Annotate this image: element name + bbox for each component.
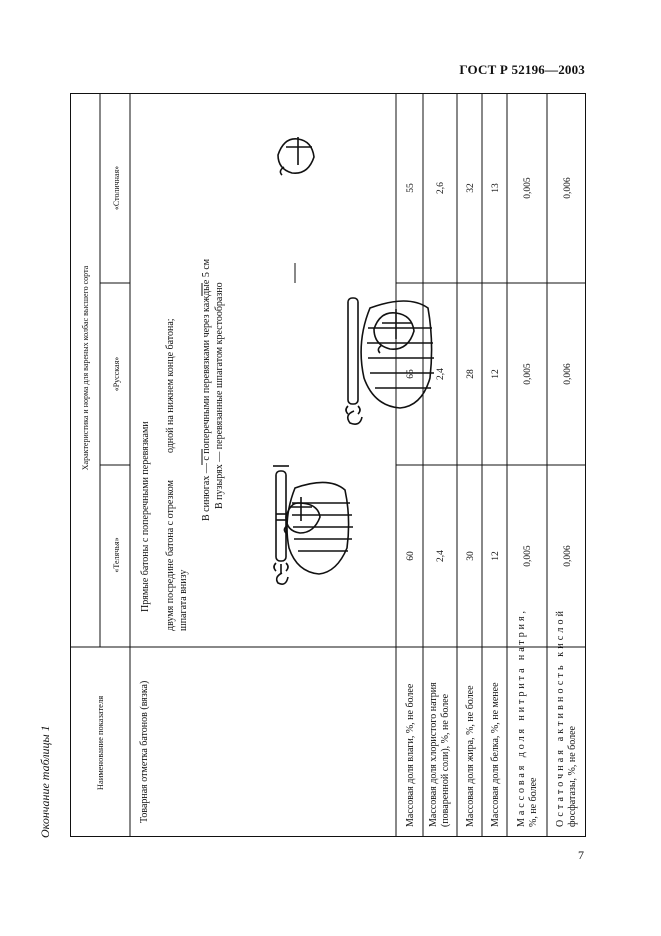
row-label-protein: Массовая доля белка, %, не менее (490, 682, 501, 827)
value-nitrite-stolichnaya: 0,005 (523, 177, 533, 199)
value-phosphatase-telyachya: 0,006 (563, 545, 573, 567)
row-label-nitrite-1: Массовая доля нитрита натрия, (516, 611, 527, 827)
row-label-moisture: Массовая доля влаги, %, не более (405, 683, 416, 827)
sort-telyachya: «Телячья» (112, 537, 121, 573)
value-moisture-telyachya: 60 (406, 551, 416, 561)
bladder-loaf-icon-2 (374, 309, 414, 353)
value-phosphatase-stolichnaya: 0,006 (563, 177, 573, 199)
value-fat-stolichnaya: 32 (466, 183, 476, 193)
straight-loaf-end-tie-icon (346, 298, 360, 414)
sort-russkaya: «Русская» (112, 356, 121, 392)
bladder-loaf-icon-3 (278, 137, 314, 175)
bar-line-two-ties-2: шпагата внизу (178, 569, 189, 631)
value-protein-telyachya: 12 (491, 551, 501, 561)
value-protein-russkaya: 12 (491, 369, 501, 379)
value-protein-stolichnaya: 13 (491, 183, 501, 193)
name-column-header: Наименование показателя (95, 695, 105, 791)
value-fat-russkaya: 28 (466, 369, 476, 379)
value-salt-russkaya: 2,4 (436, 368, 446, 380)
sort-stolichnaya: «Столичная» (112, 165, 121, 211)
row-label-fat: Массовая доля жира, %, не более (465, 685, 476, 827)
row-label-nitrite-2: %, не более (528, 777, 539, 827)
table-continuation-caption: Окончание таблицы 1 (38, 725, 52, 838)
page-number: 7 (578, 848, 584, 862)
bar-row-label: Товарная отметка батонов (вязка) (139, 680, 150, 823)
bar-line-one-tie: одной на нижнем конце батона; (165, 318, 176, 453)
row-label-salt-2: (поваренной соли), %, не более (440, 693, 451, 827)
value-fat-telyachya: 30 (466, 551, 476, 561)
row-label-phosphatase-1: Остаточная активность кислой (555, 611, 566, 827)
value-salt-telyachya: 2,4 (436, 550, 446, 562)
bar-line-straight: Прямые батоны с поперечными перевязками (140, 421, 151, 612)
sinyuga-loaf-icon-2 (348, 301, 434, 424)
value-nitrite-russkaya: 0,005 (523, 363, 533, 385)
standard-header: ГОСТ Р 52196—2003 (459, 62, 585, 77)
value-moisture-russkaya: 65 (406, 369, 416, 379)
row-label-salt-1: Массовая доля хлористого натрия (428, 682, 439, 827)
characteristics-table (70, 93, 586, 837)
bar-line-bladder: В пузырях — перевязанные шпагатом крестообразно (214, 282, 225, 509)
char-column-header: Характеристика и норма для вареных колбас высшего сорта (81, 265, 90, 471)
bar-line-sinyuga: В синюгах — с поперечными перевязками через каждые 5 см (201, 258, 212, 521)
value-nitrite-telyachya: 0,005 (523, 545, 533, 567)
value-salt-stolichnaya: 2,6 (436, 182, 446, 194)
value-phosphatase-russkaya: 0,006 (563, 363, 573, 385)
bar-line-two-ties-1: двумя посредине батона с отрезком (165, 480, 176, 631)
row-label-phosphatase-2: фосфатазы, %, не более (567, 726, 578, 827)
value-moisture-stolichnaya: 55 (406, 183, 416, 193)
